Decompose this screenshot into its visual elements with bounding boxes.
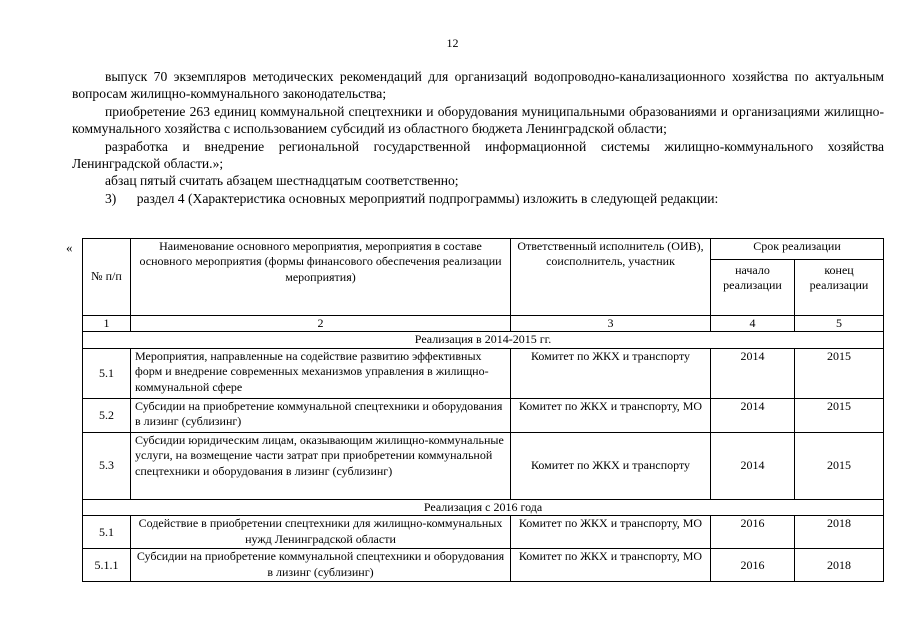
header-name: Наименование основного мероприятия, мероприятия в составе основного мероприятия (формы финансового обеспечения реализации мероприятия) [131,239,511,316]
header-executor: Ответственный исполнитель (ОИВ), соисполнитель, участник [511,239,711,316]
table-row [83,348,884,398]
section-title: Реализация в 2014-2015 гг. [83,332,884,348]
row-executor: Комитет по ЖКХ и транспорту, МО [511,516,711,549]
table-row [83,516,884,549]
column-number: 5 [795,316,884,332]
row-executor: Комитет по ЖКХ и транспорту [511,432,711,499]
row-num: 5.1 [83,516,131,549]
column-number: 1 [83,316,131,332]
row-executor: Комитет по ЖКХ и транспорту [511,348,711,398]
row-end: 2018 [795,549,884,582]
row-name: Содействие в приобретении спецтехники для жилищно-коммунальных нужд Ленинградской области [131,516,511,549]
row-executor: Комитет по ЖКХ и транспорту, МО [511,398,711,432]
paragraph: приобретение 263 единиц коммунальной спецтехники и оборудования муниципальными образованиями и организациями жилищно-коммунального хозяйства с использованием субсидий из областного бюджета Ленинградской области; [72,103,884,137]
row-num: 5.1 [83,348,131,398]
section-row [83,332,884,348]
column-number: 3 [511,316,711,332]
activities-table [82,238,884,582]
row-start: 2016 [711,549,795,582]
header-num: № п/п [83,239,131,316]
paragraph: разработка и внедрение региональной государственной информационной системы жилищно-коммунального хозяйства Ленинградской области.»; [72,138,884,172]
column-number: 2 [131,316,511,332]
column-number-row [83,316,884,332]
row-end: 2018 [795,516,884,549]
paragraph: абзац пятый считать абзацем шестнадцатым соответственно; [105,173,459,189]
row-name: Субсидии на приобретение коммунальной спецтехники и оборудования в лизинг (сублизинг) [131,398,511,432]
table-header-row [83,239,884,260]
header-period: Срок реализации [711,239,884,260]
column-number: 4 [711,316,795,332]
section-row [83,499,884,515]
row-end: 2015 [795,348,884,398]
row-start: 2014 [711,348,795,398]
table-row [83,549,884,582]
row-name: Мероприятия, направленные на содействие развитию эффективных форм и внедрение современных механизмов управления в жилищно-коммунальной сфере [131,348,511,398]
table-row [83,432,884,499]
row-start: 2014 [711,432,795,499]
table-row [83,398,884,432]
row-num: 5.2 [83,398,131,432]
body-text [72,68,884,207]
row-num: 5.3 [83,432,131,499]
row-name: Субсидии юридическим лицам, оказывающим жилищно-коммунальные услуги, на возмещение части затрат при приобретении коммунальной спецтехники и оборудования в лизинг (сублизинг) [131,432,511,499]
paragraph: 3) раздел 4 (Характеристика основных мероприятий подпрограммы) изложить в следующей редакции: [105,190,719,206]
row-name: Субсидии на приобретение коммунальной спецтехники и оборудования в лизинг (сублизинг) [131,549,511,582]
row-start: 2014 [711,398,795,432]
row-end: 2015 [795,398,884,432]
section-title: Реализация с 2016 года [83,499,884,515]
row-num: 5.1.1 [83,549,131,582]
header-start: начало реализации [711,260,795,316]
paragraph: выпуск 70 экземпляров методических рекомендаций для организаций водопроводно-канализационного хозяйства по актуальным вопросам жилищно-коммунального законодательства; [72,69,884,102]
header-end: конец реализации [795,260,884,316]
page-number: 12 [446,36,459,50]
row-end: 2015 [795,432,884,499]
row-start: 2016 [711,516,795,549]
row-executor: Комитет по ЖКХ и транспорту, МО [511,549,711,582]
opening-quote: « [66,240,73,255]
